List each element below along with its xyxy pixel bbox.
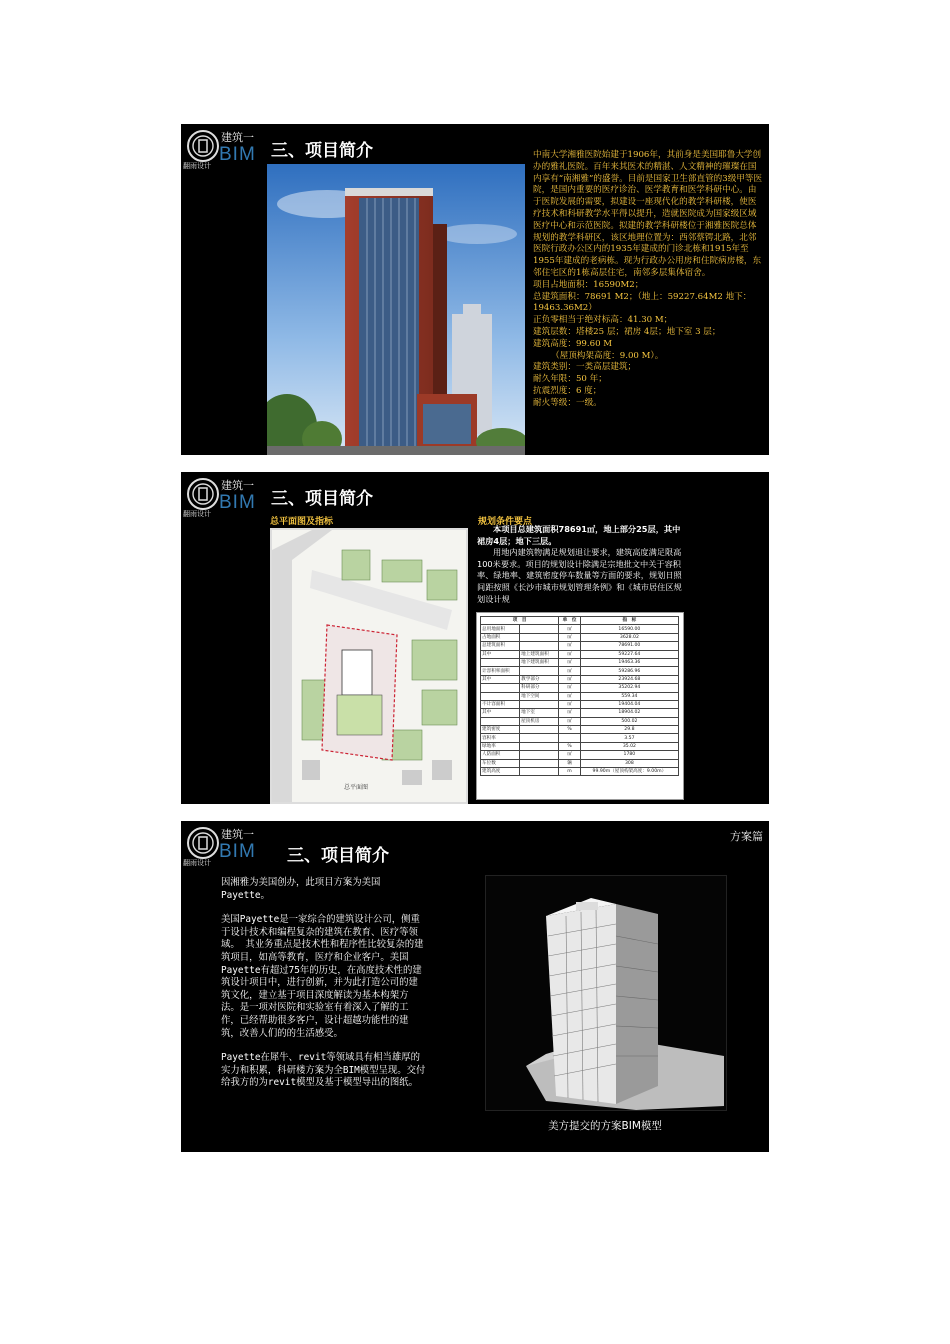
payette-description xyxy=(221,877,426,1102)
row-subitem: 地下室 xyxy=(520,709,559,717)
row-subitem: 地下建筑面积 xyxy=(520,658,559,666)
table-row xyxy=(481,625,679,633)
row-value: 35202.94 xyxy=(580,684,678,692)
row-item: 其中 xyxy=(481,709,520,717)
row-unit: ㎡ xyxy=(559,667,581,675)
row-item: 建筑密度 xyxy=(481,726,520,734)
row-value: 308 xyxy=(580,759,678,767)
slide-title: 三、项目简介 xyxy=(271,489,373,509)
row-item: 建筑高度 xyxy=(481,768,520,776)
logo-icon xyxy=(186,477,220,511)
table-row xyxy=(481,717,679,725)
row-item xyxy=(481,658,520,666)
row-value: 3.57 xyxy=(580,734,678,742)
building-rendering-image xyxy=(267,164,525,455)
row-value: 559.34 xyxy=(580,692,678,700)
table-row xyxy=(481,667,679,675)
building-floors: 建筑层数：塔楼25 层；裙房 4层；地下室 3 层； xyxy=(533,326,721,337)
slide-project-intro-1 xyxy=(181,124,769,455)
col-header-value: 指 标 xyxy=(580,617,678,625)
row-item: 其中 xyxy=(481,675,520,683)
brand-label: 建筑一 xyxy=(221,479,254,492)
row-unit: ㎡ xyxy=(559,684,581,692)
table-row xyxy=(481,768,679,776)
row-subitem xyxy=(520,734,559,742)
row-unit: ㎡ xyxy=(559,650,581,658)
table-row xyxy=(481,726,679,734)
row-unit: ㎡ xyxy=(559,658,581,666)
row-item: 总用地面积 xyxy=(481,625,520,633)
row-unit: ㎡ xyxy=(559,625,581,633)
indicator-table-box xyxy=(476,612,684,800)
row-value: 19463.36 xyxy=(580,658,678,666)
row-item: 容积率 xyxy=(481,734,520,742)
row-subitem: 地上建筑面积 xyxy=(520,650,559,658)
total-floor-area: 总建筑面积：78691 M2；（地上：59227.64M2 地下：19463.36M2） xyxy=(533,291,752,314)
row-item: 其中 xyxy=(481,650,520,658)
slide-project-intro-2 xyxy=(181,472,769,804)
table-row xyxy=(481,751,679,759)
row-value: 35.02 xyxy=(580,742,678,750)
table-row xyxy=(481,675,679,683)
table-row xyxy=(481,742,679,750)
row-item: 绿地率 xyxy=(481,742,520,750)
table-header-row xyxy=(481,617,679,625)
row-subitem xyxy=(520,642,559,650)
logo-text: 翻雨设计 xyxy=(183,162,211,170)
planning-conditions-label: 规划条件要点 xyxy=(478,517,533,527)
rules-body: 用地内建筑物满足规划退让要求，建筑高度满足限高100米要求。项目的规划设计除满足宗地批文中关于容积率、绿地率、建筑密度停车数量等方面的要求，规划日照间距按照《长沙市城市规划管理条例》和《城市居住区规划设计规 xyxy=(477,547,682,604)
col-header-unit: 单 位 xyxy=(559,617,581,625)
row-item: 不计容面积 xyxy=(481,700,520,708)
logo-text: 翻雨设计 xyxy=(183,859,211,867)
slide-title: 三、项目简介 xyxy=(287,846,389,866)
row-subitem xyxy=(520,633,559,641)
bim-model-caption: 美方提交的方案BIM模型 xyxy=(548,1120,662,1132)
row-value: 18904.02 xyxy=(580,709,678,717)
building-category: 建筑类别：一类高层建筑； xyxy=(533,362,637,373)
intro-paragraph: 因湘雅为美国创办，此项目方案为美国Payette。 xyxy=(221,877,381,901)
row-subitem xyxy=(520,759,559,767)
bim-paragraph: Payette在犀牛、revit等领域具有相当雄厚的实力和积累，科研楼方案为全BIM模型呈现。交付给我方的为revit模型及基于模型导出的图纸。 xyxy=(221,1052,426,1089)
row-value: 23924.68 xyxy=(580,675,678,683)
row-item: 车位数 xyxy=(481,759,520,767)
row-subitem xyxy=(520,751,559,759)
indicator-table xyxy=(480,616,679,776)
row-value: 19404.04 xyxy=(580,700,678,708)
row-unit: ㎡ xyxy=(559,700,581,708)
roof-frame-height: （屋顶构架高度：9.00 M）。 xyxy=(551,350,664,361)
row-subitem: 屋顶机房 xyxy=(520,717,559,725)
planning-conditions-text xyxy=(477,524,688,605)
row-value: 3628.02 xyxy=(580,633,678,641)
row-subitem xyxy=(520,726,559,734)
row-value: 99.90m（屋顶构架高度：9.00m） xyxy=(580,768,678,776)
row-value: 16590.00 xyxy=(580,625,678,633)
table-row xyxy=(481,684,679,692)
row-item: 计容积率面积 xyxy=(481,667,520,675)
row-unit: m xyxy=(559,768,581,776)
row-subitem xyxy=(520,625,559,633)
row-value: 29.8 xyxy=(580,726,678,734)
row-value: 500.02 xyxy=(580,717,678,725)
building-height: 建筑高度：99.60 M xyxy=(533,338,613,349)
slide-project-intro-3 xyxy=(181,821,769,1152)
table-row xyxy=(481,734,679,742)
table-row xyxy=(481,692,679,700)
bim-model-render xyxy=(486,876,726,1110)
row-subitem: 教学部分 xyxy=(520,675,559,683)
bim-label: BIM xyxy=(219,492,256,513)
rules-lead: 本项目总建筑面积78691㎡，地上部分25层，其中裙房4层；地下三层。 xyxy=(477,524,681,546)
row-unit: ㎡ xyxy=(559,709,581,717)
row-subitem xyxy=(520,768,559,776)
row-unit: 辆 xyxy=(559,759,581,767)
row-item xyxy=(481,717,520,725)
bim-label: BIM xyxy=(219,841,256,862)
row-value: 59227.64 xyxy=(580,650,678,658)
table-row xyxy=(481,759,679,767)
table-row xyxy=(481,658,679,666)
table-row xyxy=(481,633,679,641)
row-unit: % xyxy=(559,726,581,734)
row-subitem xyxy=(520,667,559,675)
row-value: 78691.00 xyxy=(580,642,678,650)
row-subitem: 地下空间 xyxy=(520,692,559,700)
project-description xyxy=(533,150,763,410)
durability: 耐久年限：50 年； xyxy=(533,374,607,385)
row-subitem xyxy=(520,700,559,708)
table-row xyxy=(481,700,679,708)
row-item: 总建筑面积 xyxy=(481,642,520,650)
table-row xyxy=(481,650,679,658)
brand-label: 建筑一 xyxy=(221,131,254,144)
site-plan-caption: 总平面图 xyxy=(344,784,369,791)
row-unit: ㎡ xyxy=(559,633,581,641)
brand-label: 建筑一 xyxy=(221,828,254,841)
bim-label: BIM xyxy=(219,144,256,165)
site-area: 项目占地面积：16590M2； xyxy=(533,279,644,290)
fire-rating: 耐火等级：一级。 xyxy=(533,397,602,408)
row-unit: ㎡ xyxy=(559,717,581,725)
section-tag: 方案篇 xyxy=(730,830,763,843)
payette-paragraph: 美国Payette是一家综合的建筑设计公司，侧重于设计技术和编程复杂的建筑在教育、医疗等领域。 其业务重点是技术性和程序性比较复杂的建筑项目，如高等教育，医疗和企业客户。美国Payette有超过75年的历史，在高度技术性的建筑设计项目中，进行创新，并为此打造公司的建筑文化，建立基于项目深度解读为基本构架方法。是一项对医院和实验室有着深入了解的工作，已经帮助很多客户，设计超越功能性的建筑，改善人们的的生活感受。 xyxy=(221,914,424,1039)
slide-title: 三、项目简介 xyxy=(271,141,373,161)
row-unit: ㎡ xyxy=(559,692,581,700)
site-plan-drawing xyxy=(270,528,468,804)
site-plan-image xyxy=(272,530,466,802)
row-subitem xyxy=(520,742,559,750)
zero-elevation: 正负零相当于绝对标高：41.30 M； xyxy=(533,315,673,326)
row-item: 占地面积 xyxy=(481,633,520,641)
site-plan-label: 总平面图及指标 xyxy=(270,517,334,527)
row-item xyxy=(481,684,520,692)
row-unit: % xyxy=(559,742,581,750)
row-item xyxy=(481,692,520,700)
logo-text: 翻雨设计 xyxy=(183,510,211,518)
table-row xyxy=(481,642,679,650)
col-header-item: 项 目 xyxy=(481,617,559,625)
row-unit: ㎡ xyxy=(559,642,581,650)
logo-icon xyxy=(186,129,220,163)
row-value: 1780 xyxy=(580,751,678,759)
row-unit: ㎡ xyxy=(559,675,581,683)
table-row xyxy=(481,709,679,717)
row-unit: ㎡ xyxy=(559,751,581,759)
row-unit xyxy=(559,734,581,742)
row-value: 59286.96 xyxy=(580,667,678,675)
row-item: 人防面积 xyxy=(481,751,520,759)
indicator-table-body xyxy=(481,625,679,776)
logo-icon xyxy=(186,826,220,860)
bim-model-image xyxy=(485,875,727,1111)
seismic-intensity: 抗震烈度：6 度； xyxy=(533,385,602,396)
row-subitem: 科研部分 xyxy=(520,684,559,692)
description-paragraph: 中南大学湘雅医院始建于1906年，其前身是美国耶鲁大学创办的雅礼医院。百年来其医术的精湛、人文精神的璀璨在国内享有“南湘雅”的盛誉。目前是国家卫生部直管的3级甲等医院，是国内重要的医疗诊治、医学教育和医学科研中心。由于医院发展的需要，拟建设一座现代化的教学科研楼，使医疗技术和科研教学水平得以提升，造就医院成为国家级区域医疗中心和示范医院。拟建的教学科研楼位于湘雅医院总体规划的教学科研区，该区地理位置为：西邻蔡锷北路，北邻医院行政办公区内的1935年建成的门诊北栋和1915年至1955年建成的老病栋。现为行政办公用房和住院病房楼，东邻住宅区的1栋高层住宅，南邻多层集体宿舍。 xyxy=(533,150,763,278)
